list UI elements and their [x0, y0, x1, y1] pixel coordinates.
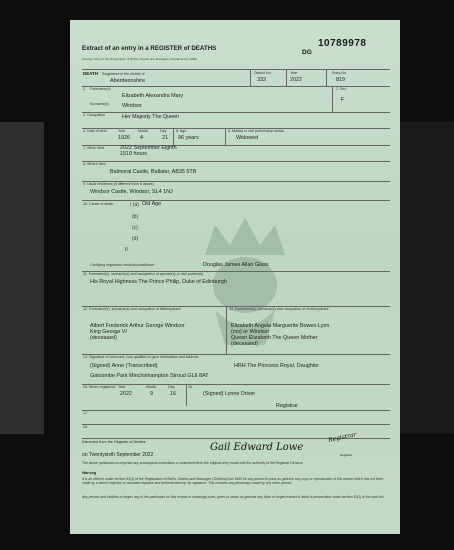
- residence-value: Windsor Castle, Windsor, SL4 1NJ: [90, 189, 173, 195]
- when-died-date: 2022 September Eighth: [120, 145, 177, 151]
- father-label: 12. Forename(s), surname(s) and occupation of father/parent: [83, 307, 181, 311]
- extract-date-line: on Twentysixth September 2022: [82, 452, 154, 458]
- registrar-caption: Registrar: [340, 453, 353, 457]
- year-value: 2022: [290, 77, 302, 83]
- extracted-from: Extracted from the Register of Deaths: [82, 440, 146, 444]
- father-title: King George VI: [90, 329, 127, 335]
- field-18-label: 18.: [83, 425, 88, 429]
- dob-year-value: 1926: [118, 135, 130, 141]
- field-1-label: 1.: [83, 87, 86, 91]
- occupation-value: Her Majesty The Queen: [122, 114, 180, 120]
- document-title: Extract of an entry in a REGISTER of DEATHS: [82, 45, 217, 52]
- warning-text-1: It is an offence under section 53(3) of the Registration of Births, Deaths and Marriages (Scotland) Act 1965 for any person to pass as genuine any copy or reproduction of this extract which has not been made by a district registrar or assistant registrar and authenticated by his signature. This includes any photocopy made by any other person.: [82, 477, 384, 486]
- cause-ii-label: II: [125, 247, 128, 253]
- field-16-label: 16.: [188, 385, 193, 389]
- dob-month-label: Month: [138, 129, 148, 133]
- cause-a-label: I (a): [130, 202, 139, 208]
- father-status: (deceased): [90, 335, 117, 341]
- district-no-value: 332: [257, 77, 266, 83]
- registrar-handwritten: Registrar: [327, 431, 358, 444]
- spouse-label: 11. Forename(s), surname(s) and occupation of spouse(s) or civil partner(s): [83, 272, 204, 276]
- mother-status: (deceased): [231, 341, 258, 347]
- surname-label: Surname(s): [90, 102, 109, 106]
- certifying-value: Douglas James Allan Glass: [203, 262, 269, 268]
- informant-label: 14. Signature of informant, how qualified to give information and address: [83, 355, 199, 359]
- informant-signature: (Signed) Anne (Transcribed): [90, 363, 158, 369]
- year-label: Year: [290, 71, 298, 75]
- age-value: 96 years: [178, 135, 199, 141]
- reg-year-label: Year: [118, 385, 126, 389]
- reg-day-value: 16: [170, 391, 176, 397]
- death-label: DEATH: [83, 71, 99, 76]
- cause-d-label: (d): [132, 236, 139, 242]
- registered-district-label: Registered in the district of: [102, 72, 145, 76]
- field-17-label: 17.: [83, 411, 88, 415]
- serial-number: 10789978: [318, 38, 367, 49]
- dob-label: 4. Date of birth: [83, 129, 107, 133]
- warning-text-2: Any person who falsifies or forges any of the particulars on this extract or knowingly uses, gives or sends as genuine any false or forged extract is liable to prosecution under section 53(1) of the said Act.: [82, 495, 385, 499]
- when-died-label: 7. When died: [83, 146, 105, 150]
- mother-title: Queen Elizabeth The Queen Mother: [231, 335, 318, 341]
- cause-c-label: (c): [132, 225, 138, 231]
- when-died-time: 1510 hours: [120, 151, 147, 157]
- informant-address: Gatcombe Park Minchinhampton Stroud GL6 8AT: [90, 373, 209, 379]
- certifying-label: Certifying registered medical practitioner: [90, 263, 155, 267]
- age-label: 5. Age: [176, 129, 187, 133]
- forenames-value: Elizabeth Alexandra Mary: [122, 93, 184, 99]
- particulars-note: The above particulars incorporate any subsequent corrections or amendments to the original entry made with the authority of the Registrar General.: [82, 461, 304, 465]
- entry-no-label: Entry No.: [332, 71, 347, 75]
- registrar-signature: Gail Edward Lowe: [210, 442, 304, 453]
- death-certificate: [70, 20, 400, 534]
- serial-prefix: DG: [302, 49, 312, 56]
- dob-year-label: Year: [118, 129, 126, 133]
- surname-value: Windsor: [122, 103, 142, 109]
- dob-day-value: 21: [162, 135, 168, 141]
- mother-name: Elizabeth Angela Marguerite Bowes-Lyon: [231, 323, 330, 329]
- reg-day-label: Day: [168, 385, 175, 389]
- occupation-label: 3. Occupation: [83, 113, 106, 117]
- sex-value: F: [341, 97, 345, 103]
- cause-a-value: Old Age: [142, 201, 162, 207]
- district-value: Aberdeenshire: [110, 78, 146, 84]
- background-left-panel: [0, 122, 44, 434]
- informant-qualification: HRH The Princess Royal, Daughter: [234, 363, 319, 369]
- mother-label: 13. Forename(s), surname(s) and occupation of mother/parent: [229, 307, 329, 311]
- entry-no-value: 819: [336, 77, 345, 83]
- dob-month-value: 4: [140, 135, 143, 141]
- forenames-label: Forename(s): [90, 87, 111, 91]
- where-died-label: 8. Where died: [83, 162, 106, 166]
- dob-day-label: Day: [160, 129, 167, 133]
- spouse-value: His Royal Highness The Prince Philip, Duke of Edinburgh: [90, 279, 227, 285]
- background-right-panel: [398, 122, 454, 434]
- sex-label: 2. Sex: [336, 87, 347, 91]
- registrar-label: Registrar: [276, 403, 298, 409]
- cause-label: 10. Cause of death: [83, 202, 114, 206]
- marital-label: 6. Marital or civil partnership status: [228, 129, 284, 133]
- warning-title: Warning: [82, 471, 97, 475]
- marital-value: Widowed: [236, 135, 259, 141]
- reg-year-value: 2022: [120, 391, 132, 397]
- residence-label: 9. Usual residence (if different from 8 above): [83, 182, 154, 186]
- father-name: Albert Frederick Arthur George Windsor: [90, 323, 185, 329]
- cause-b-label: (b): [132, 214, 139, 220]
- when-registered-label: 15. When registered: [83, 385, 116, 389]
- mother-maiden: (ms) or Windsor: [231, 329, 270, 335]
- reg-month-value: 9: [150, 391, 153, 397]
- district-no-label: District No.: [254, 71, 272, 75]
- reg-month-label: Month: [146, 385, 156, 389]
- registered-signed: (Signed) Lynne Driver: [203, 391, 256, 397]
- where-died-value: Balmoral Castle, Ballater, AB35 5TB: [110, 169, 197, 175]
- section-note: (Section 37(2) of the Registration of Births, Deaths and Marriages (Scotland) Act 1965): [82, 57, 198, 61]
